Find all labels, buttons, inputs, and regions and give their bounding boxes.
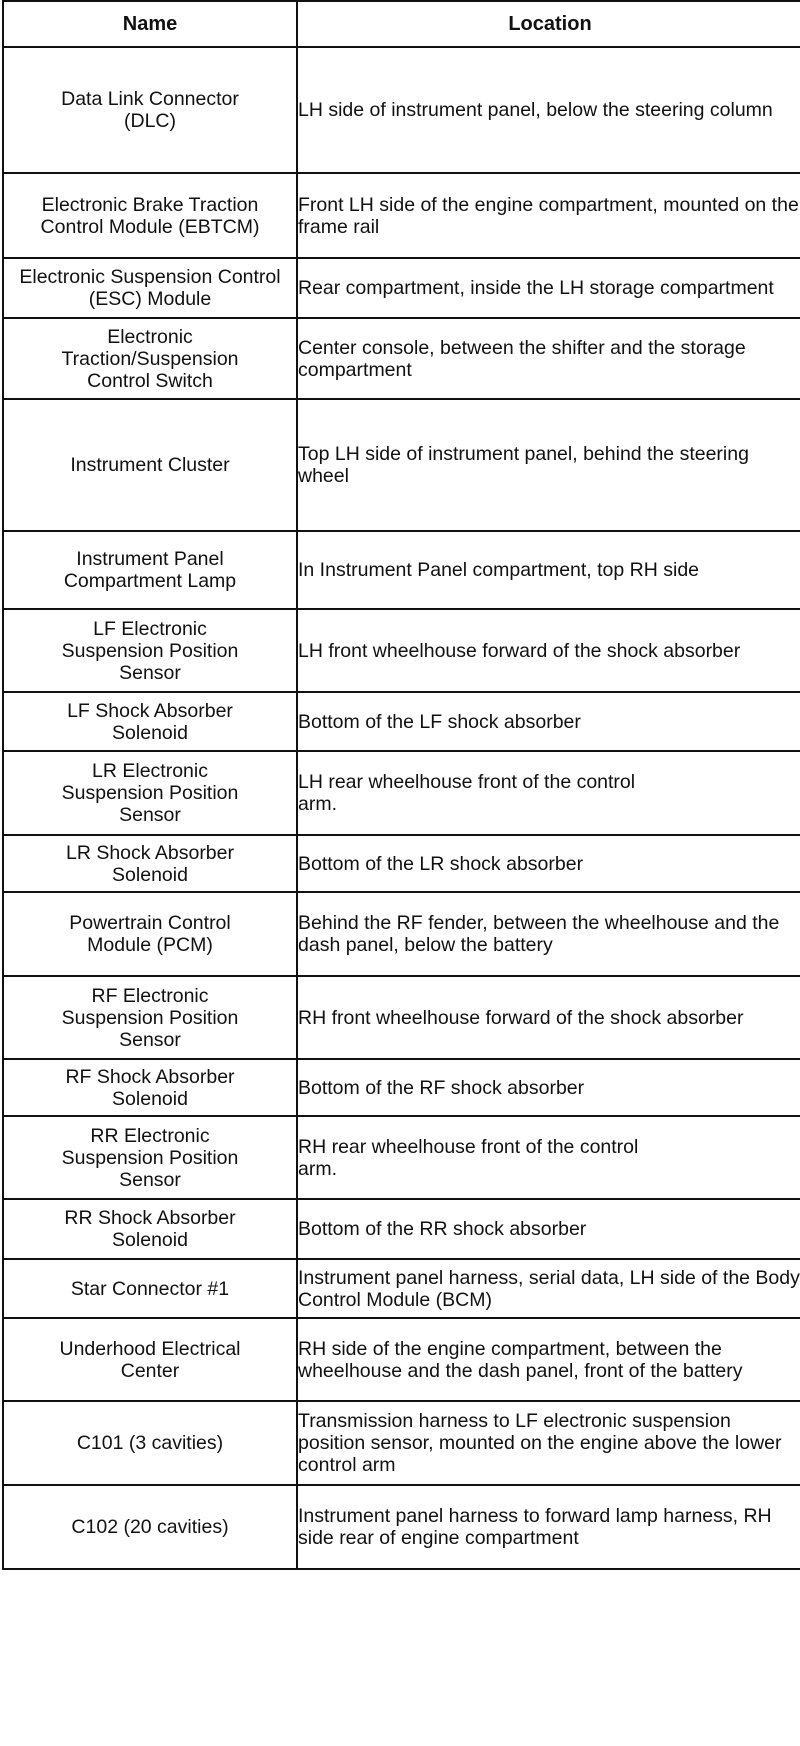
row-location: Instrument panel harness to forward lamp harness, RH side rear of engine compartment — [297, 1485, 800, 1569]
row-name: RF Electronic Suspension Position Sensor — [3, 976, 297, 1059]
table-row — [3, 1116, 800, 1199]
row-name: LF Shock Absorber Solenoid — [3, 692, 297, 751]
table-row — [3, 318, 800, 399]
table-row — [3, 609, 800, 692]
row-location: RH front wheelhouse forward of the shock absorber — [297, 976, 800, 1059]
row-name: Instrument Panel Compartment Lamp — [3, 531, 297, 609]
row-location: Center console, between the shifter and the storage compartment — [297, 318, 800, 399]
row-name: Data Link Connector (DLC) — [3, 47, 297, 173]
row-location: RH side of the engine compartment, between the wheelhouse and the dash panel, front of the battery — [297, 1318, 800, 1401]
row-name: Powertrain Control Module (PCM) — [3, 892, 297, 976]
header-location: Location — [297, 1, 800, 47]
row-location: Behind the RF fender, between the wheelhouse and the dash panel, below the battery — [297, 892, 800, 976]
row-name: Electronic Brake Traction Control Module (EBTCM) — [3, 173, 297, 258]
row-location: Instrument panel harness, serial data, LH side of the Body Control Module (BCM) — [297, 1259, 800, 1318]
header-name: Name — [3, 1, 297, 47]
row-location: Bottom of the RF shock absorber — [297, 1059, 800, 1116]
row-location: LH rear wheelhouse front of the control arm. — [297, 751, 800, 835]
row-location: RH rear wheelhouse front of the control arm. — [297, 1116, 800, 1199]
table-row — [3, 1259, 800, 1318]
row-name: Underhood Electrical Center — [3, 1318, 297, 1401]
row-location: Bottom of the LR shock absorber — [297, 835, 800, 892]
table-row — [3, 531, 800, 609]
table-row — [3, 976, 800, 1059]
table-row — [3, 47, 800, 173]
row-location: Transmission harness to LF electronic suspension position sensor, mounted on the engine above the lower control arm — [297, 1401, 800, 1485]
table-row — [3, 751, 800, 835]
row-location: Bottom of the RR shock absorber — [297, 1199, 800, 1259]
table-row — [3, 835, 800, 892]
table-row — [3, 1485, 800, 1569]
row-name: C102 (20 cavities) — [3, 1485, 297, 1569]
table-row — [3, 1059, 800, 1116]
row-location: In Instrument Panel compartment, top RH side — [297, 531, 800, 609]
row-location: Top LH side of instrument panel, behind the steering wheel — [297, 399, 800, 531]
table-row — [3, 399, 800, 531]
row-name: LR Electronic Suspension Position Sensor — [3, 751, 297, 835]
table-row — [3, 1199, 800, 1259]
row-name: Instrument Cluster — [3, 399, 297, 531]
row-name: Electronic Traction/Suspension Control Switch — [3, 318, 297, 399]
row-name: Electronic Suspension Control (ESC) Module — [3, 258, 297, 318]
table-row — [3, 173, 800, 258]
row-name: LF Electronic Suspension Position Sensor — [3, 609, 297, 692]
row-name: C101 (3 cavities) — [3, 1401, 297, 1485]
table-body — [3, 47, 800, 1569]
table-row — [3, 1401, 800, 1485]
table-row — [3, 1318, 800, 1401]
row-location: Front LH side of the engine compartment, mounted on the frame rail — [297, 173, 800, 258]
row-name: RR Shock Absorber Solenoid — [3, 1199, 297, 1259]
row-name: RF Shock Absorber Solenoid — [3, 1059, 297, 1116]
row-name: Star Connector #1 — [3, 1259, 297, 1318]
row-location: Rear compartment, inside the LH storage compartment — [297, 258, 800, 318]
table-header — [3, 1, 800, 47]
row-location: LH front wheelhouse forward of the shock absorber — [297, 609, 800, 692]
row-location: Bottom of the LF shock absorber — [297, 692, 800, 751]
header-row — [3, 1, 800, 47]
component-location-table — [2, 0, 800, 1570]
row-name: RR Electronic Suspension Position Sensor — [3, 1116, 297, 1199]
row-name: LR Shock Absorber Solenoid — [3, 835, 297, 892]
table-row — [3, 258, 800, 318]
table-row — [3, 692, 800, 751]
row-location: LH side of instrument panel, below the steering column — [297, 47, 800, 173]
table-row — [3, 892, 800, 976]
